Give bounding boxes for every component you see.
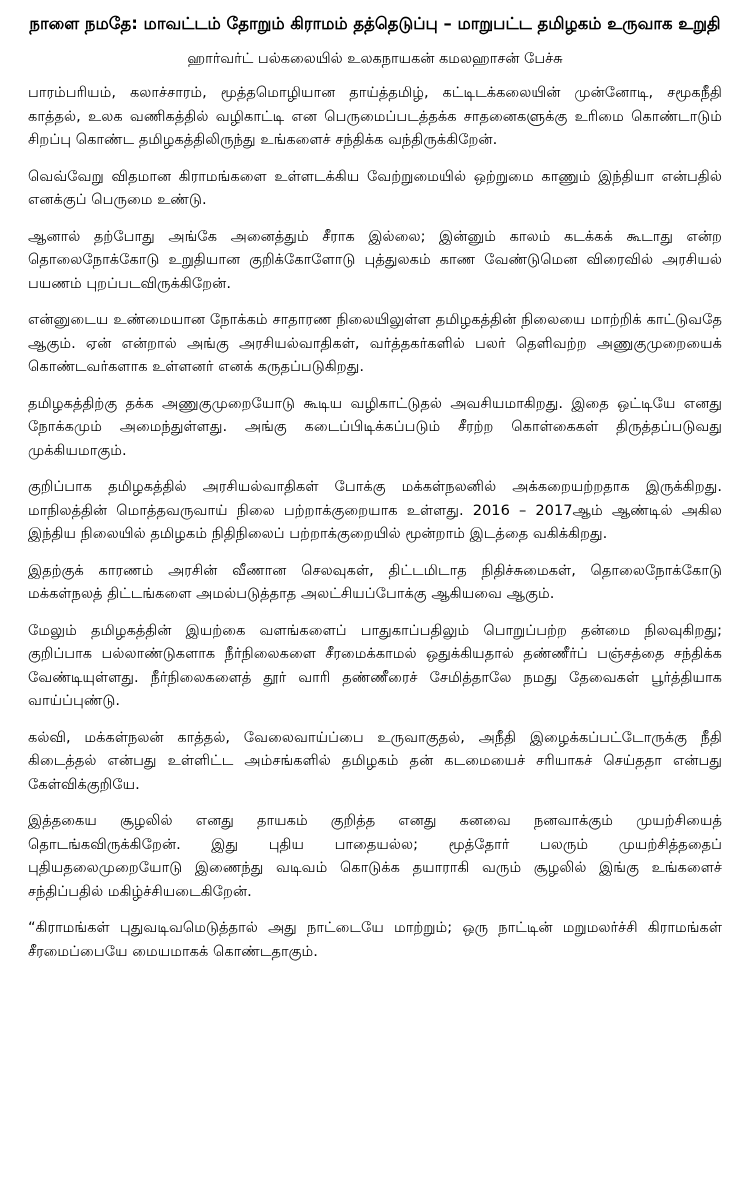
article-headline: நாளை நமதே: மாவட்டம் தோறும் கிராமம் தத்தெடுப்பு – மாறுபட்ட தமிழகம் உருவாக உறுதி xyxy=(29,14,721,33)
body-paragraph-7: இதற்குக் காரணம் அரசின் வீணான செலவுகள், திட்டமிடாத நிதிச்சுமைகள், தொலைநோக்கோடு மக்கள்நலத் திட்டங்களை அமல்படுத்தாத அலட்சியப்போக்கு ஆகியவை ஆகும். xyxy=(28,561,722,602)
body-paragraph-2: வெவ்வேறு விதமான கிராமங்களை உள்ளடக்கிய வேற்றுமையில் ஒற்றுமை காணும் இந்தியா என்பதில் எனக்குப் பெருமை உண்டு. xyxy=(28,167,722,208)
body-paragraph-1: பாரம்பரியம், கலாச்சாரம், மூத்தமொழியான தாய்த்தமிழ், கட்டிடக்கலையின் முன்னோடி, சமூகநீதி காத்தல், உலக வணிகத்தில் வழிகாட்டி என பெருமைப்படத்தக்க சாதனைகளுக்கு உரிமை கொண்டாடும் சிறப்பு கொண்ட தமிழகத்திலிருந்து உங்களைச் சந்திக்க வந்திருக்கிறேன். xyxy=(28,84,722,148)
body-paragraph-5: தமிழகத்திற்கு தக்க அணுகுமுறையோடு கூடிய வழிகாட்டுதல் அவசியமாகிறது. இதை ஒட்டியே எனது நோக்கமும் அமைந்துள்ளது. அங்கு கடைப்பிடிக்கப்படும் சீரற்ற கொள்கைகள் திருத்தப்படுவது முக்கியமாகும். xyxy=(28,394,722,459)
body-paragraph-10: இத்தகைய சூழலில் எனது தாயகம் குறித்த எனது கனவை நனவாக்கும் முயற்சியைத் தொடங்கவிருக்கிறேன். இது புதிய பாதையல்ல; மூத்தோர் பலரும் முயற்சித்ததைப் புதியதலைமுறையோடு இணைந்து வடிவம் கொடுக்க தயாராகி வரும் சூழலில் இங்கு உங்களைச் சந்திப்பதில் மகிழ்ச்சியடைகிறேன். xyxy=(28,812,722,900)
body-paragraph-4: என்னுடைய உண்மையான நோக்கம் சாதாரண நிலையிலுள்ள தமிழகத்தின் நிலையை மாற்றிக் காட்டுவதே ஆகும். ஏன் என்றால் அங்கு அரசியல்வாதிகள், வர்த்தகர்களில் பலர் தெளிவற்ற அணுகுமுறையைக் கொண்டவர்களாக உள்ளனர் எனக் கருதப்படுகிறது. xyxy=(28,311,722,375)
body-paragraph-8: மேலும் தமிழகத்தின் இயற்கை வளங்களைப் பாதுகாப்பதிலும் பொறுப்பற்ற தன்மை நிலவுகிறது; குறிப்பாக பல்லாண்டுகளாக நீர்நிலைகளை சீரமைக்காமல் ஒதுக்கியதால் தண்ணீர்ப் பஞ்சத்தை சந்திக்க வேண்டியுள்ளது. நீர்நிலைகளைத் தூர் வாரி தண்ணீரைச் சேமித்தாலே நமது தேவைகள் பூர்த்தியாக வாய்ப்புண்டு. xyxy=(28,621,722,709)
article-subtitle: ஹார்வர்ட் பல்கலையில் உலகநாயகன் கமலஹாசன் பேச்சு xyxy=(187,51,563,67)
body-paragraph-3: ஆனால் தற்போது அங்கே அனைத்தும் சீராக இல்லை; இன்னும் காலம் கடக்கக் கூடாது என்ற தொலைநோக்கோடு உறுதியான குறிக்கோளோடு புத்துலகம் காண வேண்டுமென விரைவில் அரசியல் பயணம் புறப்படவிருக்கிறேன். xyxy=(28,227,722,292)
body-paragraph-6: குறிப்பாக தமிழகத்தில் அரசியல்வாதிகள் போக்கு மக்கள்நலனில் அக்கறையற்றதாக இருக்கிறது. மாநிலத்தின் மொத்தவருவாய் நிலை பற்றாக்குறையாக உள்ளது. 2016 – 2017ஆம் ஆண்டில் அகில இந்திய நிலையில் தமிழகம் நிதிநிலைப் பற்றாக்குறையில் மூன்றாம் இடத்தை வகிக்கிறது. xyxy=(28,478,722,542)
body-quote-paragraph: “கிராமங்கள் புதுவடிவமெடுத்தால் அது நாட்டையே மாற்றும்; ஒரு நாட்டின் மறுமலர்ச்சி கிராமங்கள் சீரமைப்பையே மையமாகக் கொண்டதாகும். xyxy=(28,919,722,960)
body-paragraph-9: கல்வி, மக்கள்நலன் காத்தல், வேலைவாய்ப்பை உருவாகுதல், அநீதி இழைக்கப்பட்டோருக்கு நீதி கிடைத்தல் என்பது உள்ளிட்ட அம்சங்களில் தமிழகம் தன் கடமையைச் சரியாகச் செய்ததா என்பது கேள்விக்குறியே. xyxy=(28,728,723,793)
